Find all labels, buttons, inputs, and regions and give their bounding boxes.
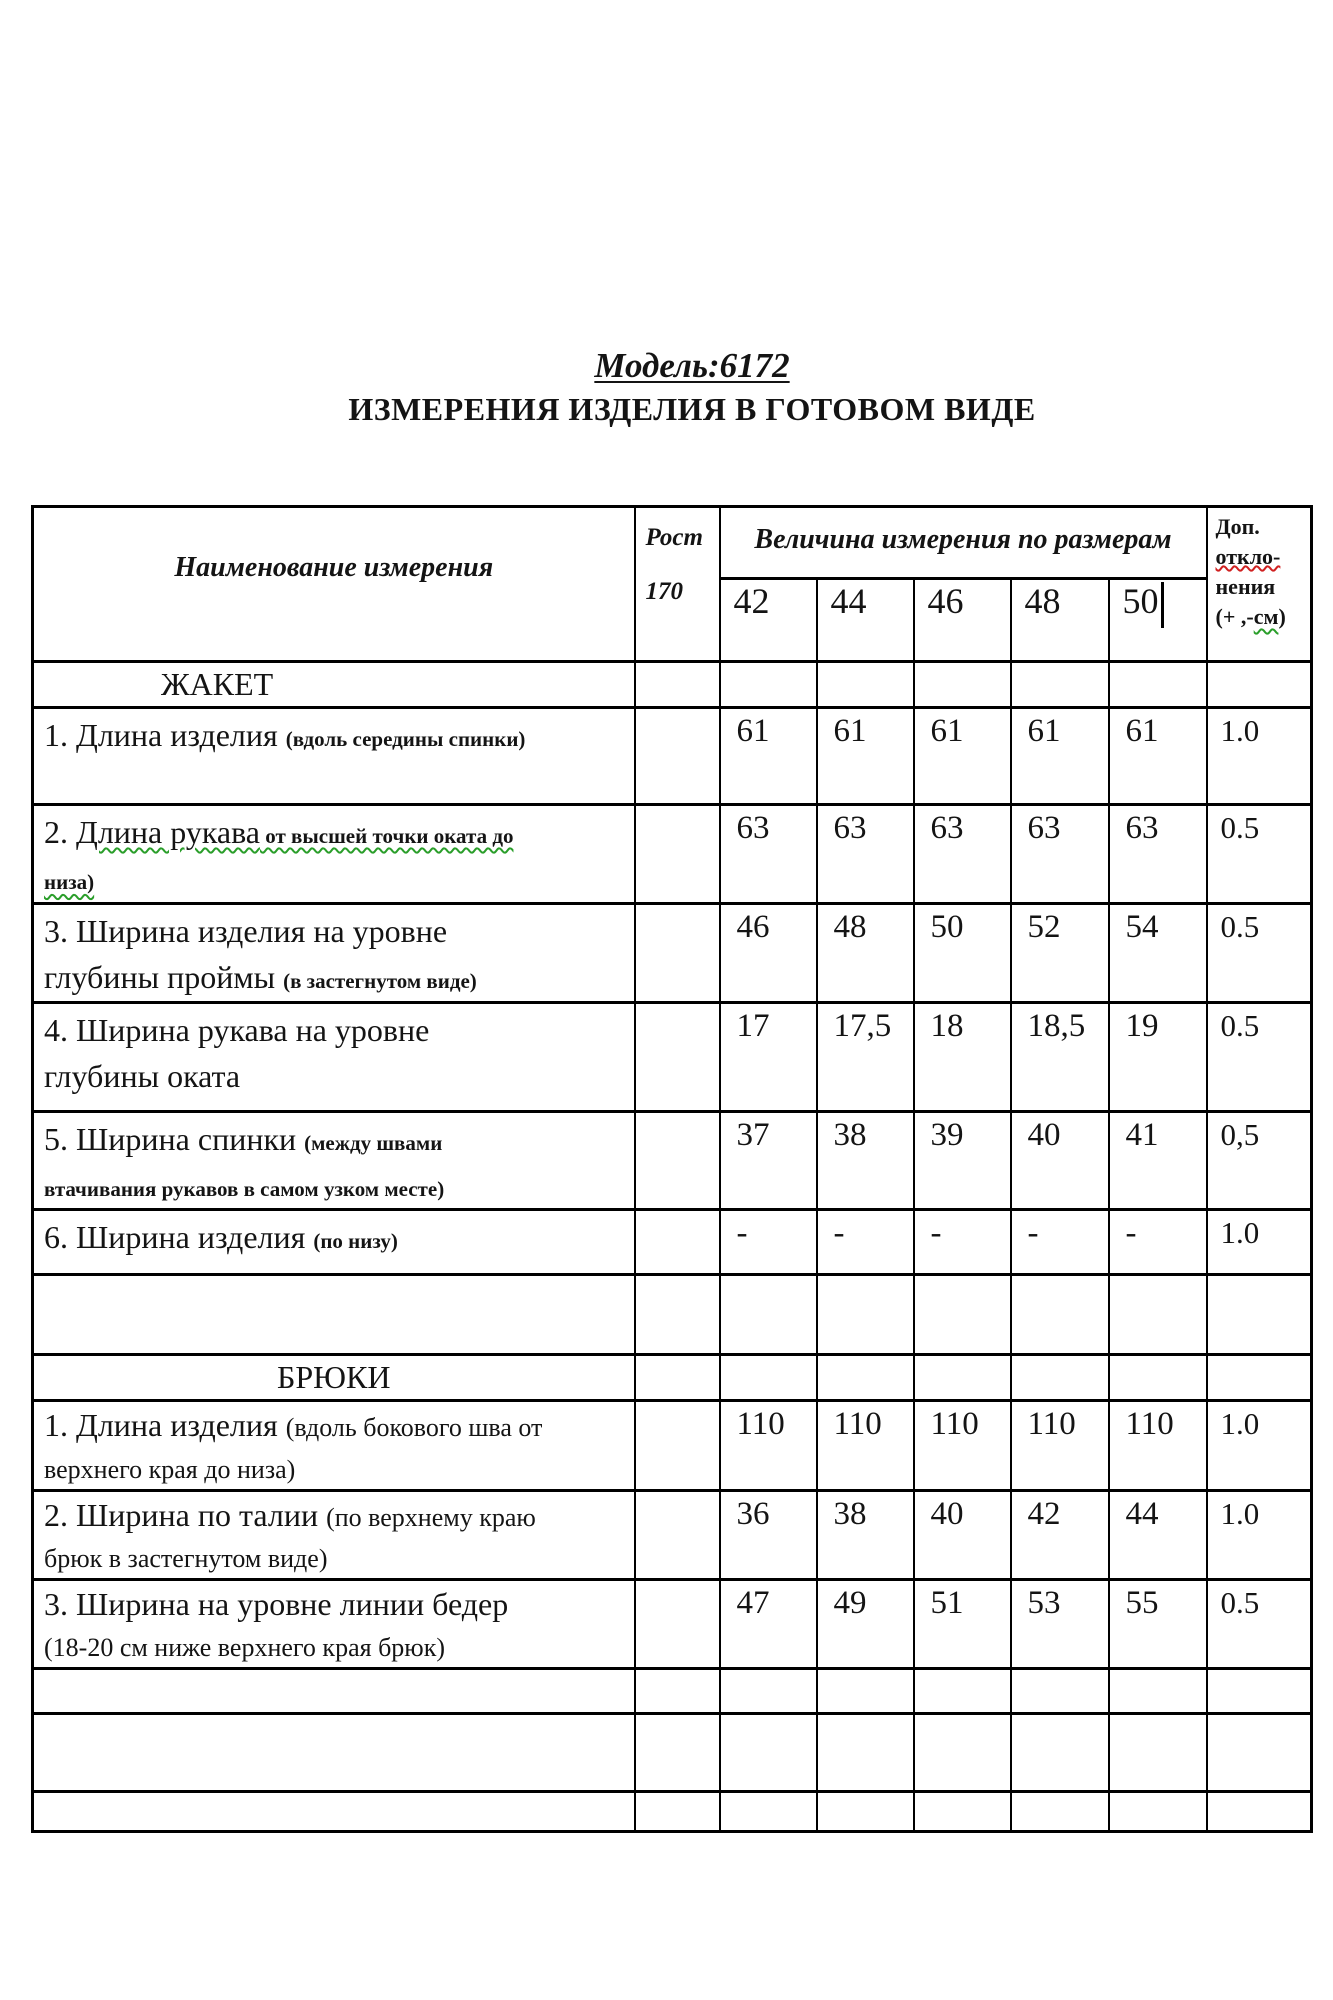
tolerance-cell: 0.5: [1207, 1002, 1312, 1111]
tolerance-line-2: откло-: [1215, 544, 1281, 569]
text-cursor: [1161, 582, 1164, 628]
empty-cell: [635, 1401, 720, 1490]
empty-row: [33, 1275, 1312, 1355]
value-cell: 63: [1011, 805, 1109, 904]
value-cell: 61: [720, 708, 817, 805]
section-row-jacket: [33, 662, 1312, 708]
measure-label: 1. Длина изделия (вдоль бокового шва от верхнего края до низа): [33, 1401, 635, 1490]
header-name-label: Наименование измерения: [174, 552, 494, 583]
empty-cell: [1109, 662, 1207, 708]
value-cell: 63: [914, 805, 1011, 904]
value-cell: 38: [817, 1490, 914, 1579]
empty-cell: [817, 1668, 914, 1713]
title-block: [0, 346, 1333, 428]
empty-cell: [1011, 1713, 1109, 1791]
empty-cell: [635, 708, 720, 805]
page-title: ИЗМЕРЕНИЯ ИЗДЕЛИЯ В ГОТОВОМ ВИДЕ: [348, 391, 1036, 427]
table-row: [33, 1401, 1312, 1490]
empty-cell: [635, 1002, 720, 1111]
measure-label: 3. Ширина изделия на уровне глубины проймы (в застегнутом виде): [33, 903, 635, 1002]
empty-cell: [635, 662, 720, 708]
header-height-column: [635, 507, 720, 662]
value-cell: -: [1011, 1210, 1109, 1275]
empty-cell: [817, 1713, 914, 1791]
empty-row: [33, 1668, 1312, 1713]
empty-cell: [33, 1275, 635, 1355]
empty-cell: [720, 1713, 817, 1791]
table-row: [33, 903, 1312, 1002]
empty-cell: [635, 1579, 720, 1668]
tolerance-line-1: Доп.: [1215, 514, 1260, 539]
value-cell: 63: [720, 805, 817, 904]
value-cell: 48: [817, 903, 914, 1002]
empty-row: [33, 1713, 1312, 1791]
table-row: [33, 805, 1312, 904]
empty-cell: [1011, 1355, 1109, 1401]
empty-cell: [914, 662, 1011, 708]
table-row: [33, 1579, 1312, 1668]
measure-label: 2. Ширина по талии (по верхнему краю брюк в застегнутом виде): [33, 1490, 635, 1579]
value-cell: 110: [817, 1401, 914, 1490]
tolerance-cell: 1.0: [1207, 708, 1312, 805]
tolerance-cell: 0.5: [1207, 903, 1312, 1002]
tolerance-cell: 0.5: [1207, 1579, 1312, 1668]
empty-cell: [720, 1791, 817, 1831]
empty-cell: [1207, 1668, 1312, 1713]
value-cell: 61: [1109, 708, 1207, 805]
tolerance-cell: 0.5: [1207, 805, 1312, 904]
section-title-trousers: БРЮКИ: [33, 1355, 635, 1401]
empty-cell: [635, 1791, 720, 1831]
empty-cell: [1109, 1791, 1207, 1831]
empty-cell: [817, 662, 914, 708]
header-sizes-title: [720, 507, 1207, 579]
value-cell: 40: [914, 1490, 1011, 1579]
empty-cell: [720, 1355, 817, 1401]
size-header-46: 46: [914, 579, 1011, 662]
table-row: [33, 708, 1312, 805]
table-row: [33, 1490, 1312, 1579]
empty-cell: [817, 1355, 914, 1401]
empty-cell: [914, 1713, 1011, 1791]
value-cell: 18: [914, 1002, 1011, 1111]
empty-cell: [1011, 1668, 1109, 1713]
value-cell: 49: [817, 1579, 914, 1668]
header-name-column: [33, 507, 635, 662]
empty-cell: [914, 1791, 1011, 1831]
value-cell: -: [817, 1210, 914, 1275]
empty-cell: [1011, 1791, 1109, 1831]
size-header-44: 44: [817, 579, 914, 662]
value-cell: 17,5: [817, 1002, 914, 1111]
value-cell: 47: [720, 1579, 817, 1668]
empty-cell: [914, 1668, 1011, 1713]
height-value: 170: [645, 578, 683, 605]
measure-label: 2. Длина рукава от высшей точки оката до низа): [33, 805, 635, 904]
header-tolerance-column: [1207, 507, 1312, 662]
value-cell: 61: [914, 708, 1011, 805]
value-cell: 38: [817, 1111, 914, 1210]
section-row-trousers: [33, 1355, 1312, 1401]
value-cell: -: [720, 1210, 817, 1275]
model-title: Модель:6172: [594, 346, 790, 385]
measurements-table: [31, 505, 1313, 1833]
value-cell: 63: [1109, 805, 1207, 904]
value-cell: 54: [1109, 903, 1207, 1002]
size-header-42: 42: [720, 579, 817, 662]
table-row: [33, 1210, 1312, 1275]
value-cell: 110: [720, 1401, 817, 1490]
empty-cell: [635, 903, 720, 1002]
value-cell: 46: [720, 903, 817, 1002]
value-cell: 61: [817, 708, 914, 805]
section-title-jacket: ЖАКЕТ: [33, 662, 635, 708]
empty-cell: [720, 1668, 817, 1713]
empty-cell: [1207, 1275, 1312, 1355]
empty-cell: [1109, 1713, 1207, 1791]
measure-label: 4. Ширина рукава на уровне глубины оката: [33, 1002, 635, 1111]
value-cell: -: [1109, 1210, 1207, 1275]
measure-label: 1. Длина изделия (вдоль середины спинки): [33, 708, 635, 805]
empty-cell: [720, 1275, 817, 1355]
value-cell: 17: [720, 1002, 817, 1111]
value-cell: 18,5: [1011, 1002, 1109, 1111]
value-cell: 53: [1011, 1579, 1109, 1668]
measure-label: 5. Ширина спинки (между швами втачивания рукавов в самом узком месте): [33, 1111, 635, 1210]
value-cell: 55: [1109, 1579, 1207, 1668]
value-cell: 61: [1011, 708, 1109, 805]
empty-cell: [1011, 662, 1109, 708]
value-cell: 110: [1011, 1401, 1109, 1490]
tolerance-line-4: (+ ,-см): [1215, 604, 1286, 629]
empty-cell: [1207, 662, 1312, 708]
empty-cell: [1207, 1355, 1312, 1401]
empty-cell: [33, 1713, 635, 1791]
empty-cell: [817, 1275, 914, 1355]
sizes-title-label: Величина измерения по размерам: [754, 524, 1172, 555]
empty-cell: [1207, 1791, 1312, 1831]
value-cell: 36: [720, 1490, 817, 1579]
empty-cell: [33, 1791, 635, 1831]
tolerance-cell: 1.0: [1207, 1490, 1312, 1579]
tolerance-cell: 1.0: [1207, 1210, 1312, 1275]
value-cell: -: [914, 1210, 1011, 1275]
empty-cell: [720, 662, 817, 708]
empty-cell: [635, 1355, 720, 1401]
tolerance-line-3: нения: [1215, 574, 1276, 599]
empty-cell: [1207, 1713, 1312, 1791]
size-header-48: 48: [1011, 579, 1109, 662]
table-row: [33, 1111, 1312, 1210]
value-cell: 42: [1011, 1490, 1109, 1579]
empty-cell: [635, 1275, 720, 1355]
size-header-50: 50: [1109, 579, 1207, 662]
empty-cell: [1109, 1275, 1207, 1355]
empty-cell: [635, 1210, 720, 1275]
value-cell: 41: [1109, 1111, 1207, 1210]
empty-cell: [914, 1355, 1011, 1401]
empty-cell: [635, 805, 720, 904]
empty-row: [33, 1791, 1312, 1831]
empty-cell: [635, 1713, 720, 1791]
value-cell: 50: [914, 903, 1011, 1002]
value-cell: 110: [914, 1401, 1011, 1490]
value-cell: 40: [1011, 1111, 1109, 1210]
value-cell: 19: [1109, 1002, 1207, 1111]
empty-cell: [914, 1275, 1011, 1355]
empty-cell: [1109, 1668, 1207, 1713]
tolerance-cell: 0,5: [1207, 1111, 1312, 1210]
empty-cell: [1109, 1355, 1207, 1401]
value-cell: 63: [817, 805, 914, 904]
empty-cell: [635, 1490, 720, 1579]
empty-cell: [817, 1791, 914, 1831]
value-cell: 52: [1011, 903, 1109, 1002]
measure-label: 6. Ширина изделия (по низу): [33, 1210, 635, 1275]
tolerance-cell: 1.0: [1207, 1401, 1312, 1490]
height-label: Рост: [645, 524, 703, 551]
value-cell: 51: [914, 1579, 1011, 1668]
value-cell: 37: [720, 1111, 817, 1210]
value-cell: 110: [1109, 1401, 1207, 1490]
value-cell: 44: [1109, 1490, 1207, 1579]
empty-cell: [1011, 1275, 1109, 1355]
table-row: [33, 1002, 1312, 1111]
value-cell: 39: [914, 1111, 1011, 1210]
empty-cell: [635, 1668, 720, 1713]
empty-cell: [33, 1668, 635, 1713]
empty-cell: [635, 1111, 720, 1210]
measure-label: 3. Ширина на уровне линии бедер (18-20 см ниже верхнего края брюк): [33, 1579, 635, 1668]
